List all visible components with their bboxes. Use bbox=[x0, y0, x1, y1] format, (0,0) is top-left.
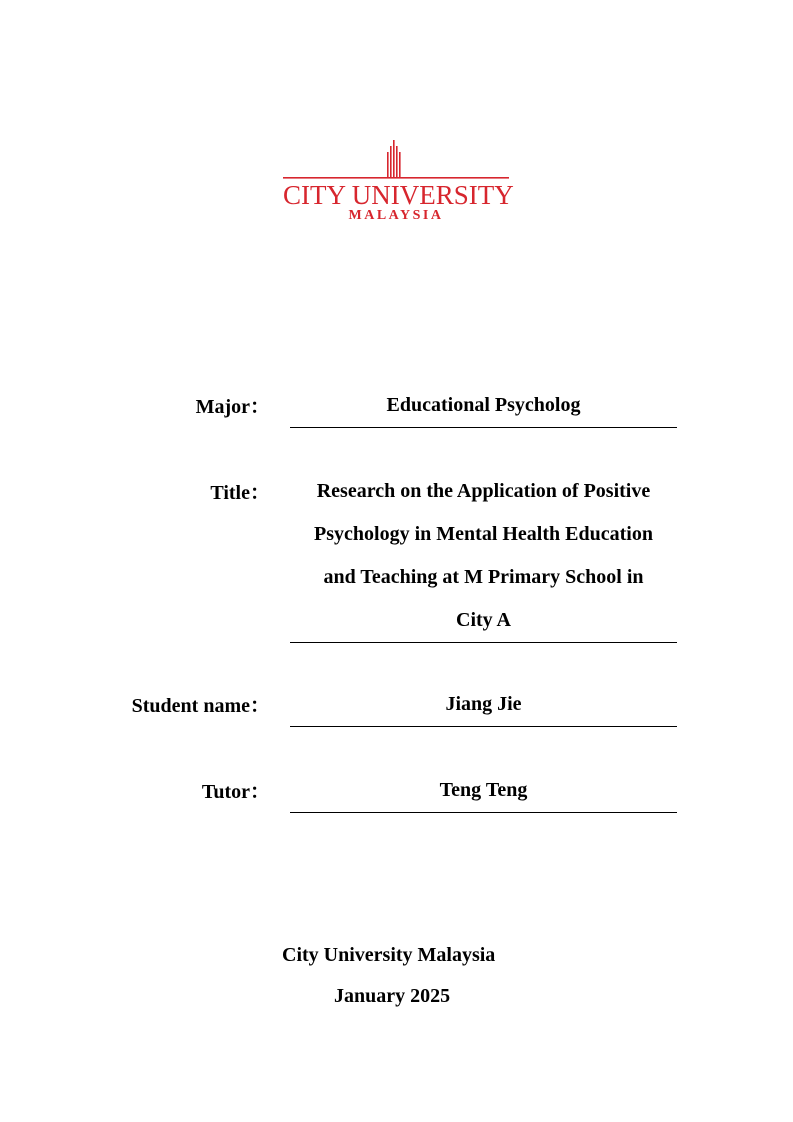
title-line: City A bbox=[456, 609, 511, 631]
title-field bbox=[290, 470, 677, 643]
major-field bbox=[290, 384, 677, 428]
logo-subtitle: MALAYSIA bbox=[348, 208, 444, 223]
title-line: Research on the Application of Positive bbox=[316, 480, 651, 502]
institution-name: City University Malaysia bbox=[282, 944, 496, 966]
tutor-label: Tutor： bbox=[201, 781, 270, 803]
logo-name: CITY UNIVERSITY bbox=[283, 180, 514, 210]
title-line: Psychology in Mental Health Education bbox=[314, 523, 653, 545]
major-value: Educational Psycholog bbox=[386, 394, 581, 416]
building-icon bbox=[283, 138, 509, 183]
student-name-label: Student name： bbox=[131, 695, 270, 717]
title-line: and Teaching at M Primary School in bbox=[323, 566, 644, 588]
student-name-field bbox=[290, 683, 677, 727]
tutor-field bbox=[290, 769, 677, 813]
tutor-value: Teng Teng bbox=[439, 779, 528, 801]
university-logo bbox=[283, 138, 514, 228]
title-label: Title： bbox=[210, 482, 270, 504]
major-label: Major： bbox=[195, 396, 270, 418]
submission-date: January 2025 bbox=[334, 985, 451, 1007]
student-name-value: Jiang Jie bbox=[445, 693, 522, 715]
